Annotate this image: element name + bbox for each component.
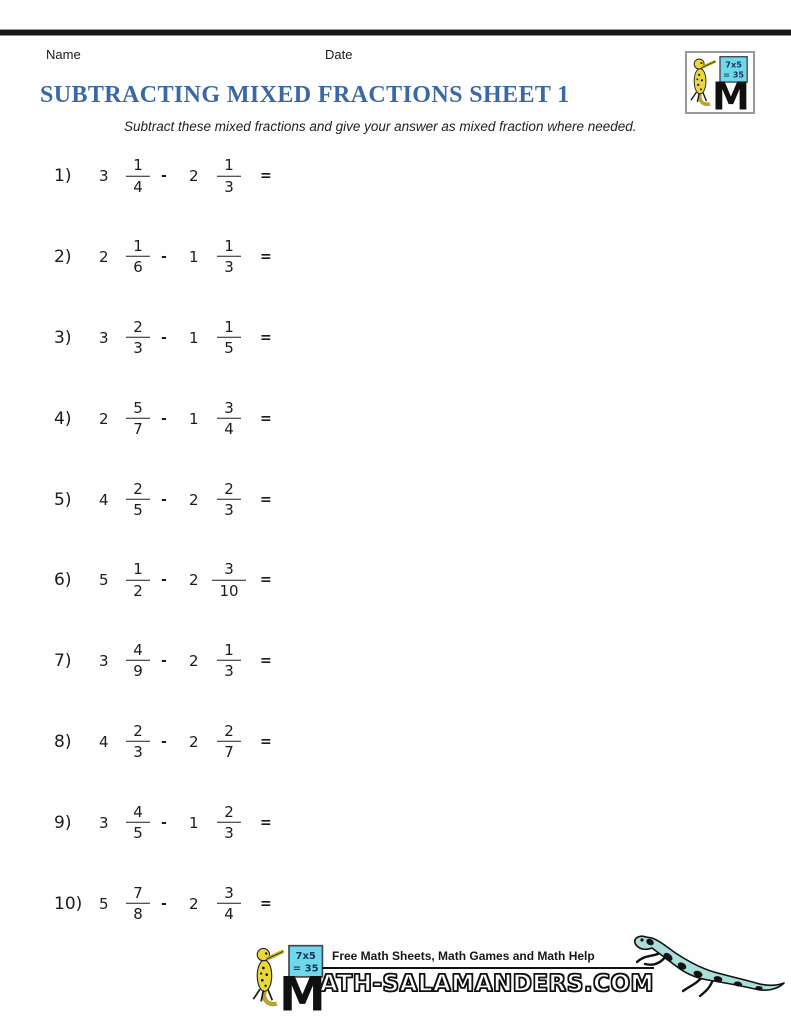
equals-sign: = (260, 329, 272, 346)
whole-number-1: 3 (99, 328, 109, 347)
numerator-1: 2 (133, 317, 143, 336)
footer-branding (250, 940, 654, 1016)
minus-sign: - (161, 814, 167, 831)
denominator-2: 3 (224, 823, 234, 842)
equals-sign: = (260, 733, 272, 750)
numerator-2: 1 (224, 156, 234, 175)
problem-row (0, 782, 791, 863)
instruction-text: Subtract these mixed fractions and give your answer as mixed fraction where needed. (124, 119, 637, 134)
denominator-1: 5 (133, 823, 143, 842)
numerator-1: 4 (133, 640, 143, 659)
denominator-2: 7 (224, 742, 234, 761)
fraction-2 (205, 642, 253, 681)
numerator-2: 3 (224, 398, 234, 417)
numerator-2: 3 (224, 560, 234, 579)
problem-row (0, 217, 791, 298)
problem-number: 8) (54, 731, 72, 752)
numerator-1: 2 (133, 479, 143, 498)
equals-sign: = (260, 895, 272, 912)
fraction-1 (116, 561, 160, 600)
fraction-2 (205, 400, 253, 439)
fraction-1 (116, 157, 160, 196)
minus-sign: - (161, 491, 167, 508)
whole-number-1: 3 (99, 652, 109, 671)
problem-number: 2) (54, 247, 72, 268)
numerator-1: 7 (133, 883, 143, 902)
numerator-2: 2 (224, 802, 234, 821)
whole-number-2: 2 (189, 652, 199, 671)
fraction-1 (116, 804, 160, 843)
whole-number-2: 2 (189, 490, 199, 509)
whole-number-1: 5 (99, 894, 109, 913)
denominator-1: 9 (133, 662, 143, 681)
equals-sign: = (260, 572, 272, 589)
whole-number-2: 1 (189, 813, 199, 832)
fraction-1 (116, 238, 160, 277)
lizard-illustration (616, 929, 788, 1004)
equals-sign: = (260, 814, 272, 831)
problem-number: 9) (54, 812, 72, 833)
whole-number-2: 1 (189, 409, 199, 428)
problem-number: 6) (54, 570, 72, 591)
footer-text-block (322, 940, 654, 997)
problem-number: 3) (54, 327, 72, 348)
whole-number-2: 2 (189, 167, 199, 186)
equals-sign: = (260, 249, 272, 266)
numerator-1: 5 (133, 398, 143, 417)
site-name: ATH-SALAMANDERS.COM (320, 971, 654, 997)
equals-sign: = (260, 653, 272, 670)
denominator-1: 5 (133, 500, 143, 519)
problem-row (0, 136, 791, 217)
denominator-2: 4 (224, 904, 234, 923)
whole-number-1: 4 (99, 732, 109, 751)
minus-sign: - (161, 410, 167, 427)
numerator-2: 1 (224, 640, 234, 659)
date-label: Date (325, 47, 353, 62)
minus-sign: - (161, 733, 167, 750)
denominator-2: 4 (224, 419, 234, 438)
equals-sign: = (260, 168, 272, 185)
whole-number-2: 2 (189, 571, 199, 590)
top-divider-bar (0, 30, 791, 35)
problem-row (0, 621, 791, 702)
minus-sign: - (161, 168, 167, 185)
fraction-1 (116, 480, 160, 519)
salamander-logo-icon (687, 54, 753, 112)
problem-number: 4) (54, 408, 72, 429)
numerator-2: 1 (224, 317, 234, 336)
fraction-2 (205, 804, 253, 843)
whole-number-1: 3 (99, 167, 109, 186)
minus-sign: - (161, 653, 167, 670)
fraction-1 (116, 400, 160, 439)
problems-list (0, 136, 791, 944)
denominator-1: 3 (133, 742, 143, 761)
denominator-1: 8 (133, 904, 143, 923)
problem-row (0, 702, 791, 783)
fraction-2 (205, 238, 253, 277)
problem-row (0, 298, 791, 379)
lizard-icon (616, 929, 788, 999)
fraction-2 (205, 561, 253, 600)
equals-sign: = (260, 410, 272, 427)
fraction-2 (205, 884, 253, 923)
problem-row (0, 540, 791, 621)
problem-number: 10) (54, 893, 83, 914)
fraction-2 (205, 723, 253, 762)
whole-number-2: 2 (189, 894, 199, 913)
name-label: Name (46, 47, 81, 62)
problem-number: 1) (54, 166, 72, 187)
whole-number-2: 1 (189, 248, 199, 267)
salamander-logo-icon (250, 940, 328, 1016)
denominator-1: 4 (133, 177, 143, 196)
worksheet-title: SUBTRACTING MIXED FRACTIONS SHEET 1 (40, 82, 570, 108)
denominator-1: 3 (133, 338, 143, 357)
denominator-2: 3 (224, 662, 234, 681)
math-salamanders-corner-logo (685, 51, 755, 114)
denominator-2: 3 (224, 177, 234, 196)
equals-sign: = (260, 491, 272, 508)
numerator-1: 1 (133, 560, 143, 579)
fraction-1 (116, 319, 160, 358)
fraction-2 (205, 480, 253, 519)
fraction-1 (116, 642, 160, 681)
whole-number-1: 4 (99, 490, 109, 509)
denominator-2: 3 (224, 258, 234, 277)
numerator-1: 4 (133, 802, 143, 821)
numerator-1: 1 (133, 156, 143, 175)
problem-row (0, 378, 791, 459)
problem-number: 7) (54, 651, 72, 672)
minus-sign: - (161, 895, 167, 912)
numerator-2: 1 (224, 236, 234, 255)
whole-number-2: 1 (189, 328, 199, 347)
whole-number-1: 2 (99, 409, 109, 428)
denominator-1: 2 (133, 581, 143, 600)
whole-number-1: 2 (99, 248, 109, 267)
fraction-1 (116, 723, 160, 762)
numerator-1: 1 (133, 236, 143, 255)
problem-row (0, 459, 791, 540)
denominator-1: 6 (133, 258, 143, 277)
fraction-2 (205, 319, 253, 358)
minus-sign: - (161, 572, 167, 589)
numerator-2: 2 (224, 721, 234, 740)
minus-sign: - (161, 329, 167, 346)
fraction-2 (205, 157, 253, 196)
problem-number: 5) (54, 489, 72, 510)
whole-number-1: 5 (99, 571, 109, 590)
denominator-2: 10 (219, 581, 239, 600)
denominator-2: 3 (224, 500, 234, 519)
numerator-2: 2 (224, 479, 234, 498)
numerator-1: 2 (133, 721, 143, 740)
footer-tagline: Free Math Sheets, Math Games and Math Help (322, 949, 654, 969)
minus-sign: - (161, 249, 167, 266)
numerator-2: 3 (224, 883, 234, 902)
denominator-1: 7 (133, 419, 143, 438)
fraction-1 (116, 884, 160, 923)
whole-number-2: 2 (189, 732, 199, 751)
denominator-2: 5 (224, 338, 234, 357)
whole-number-1: 3 (99, 813, 109, 832)
